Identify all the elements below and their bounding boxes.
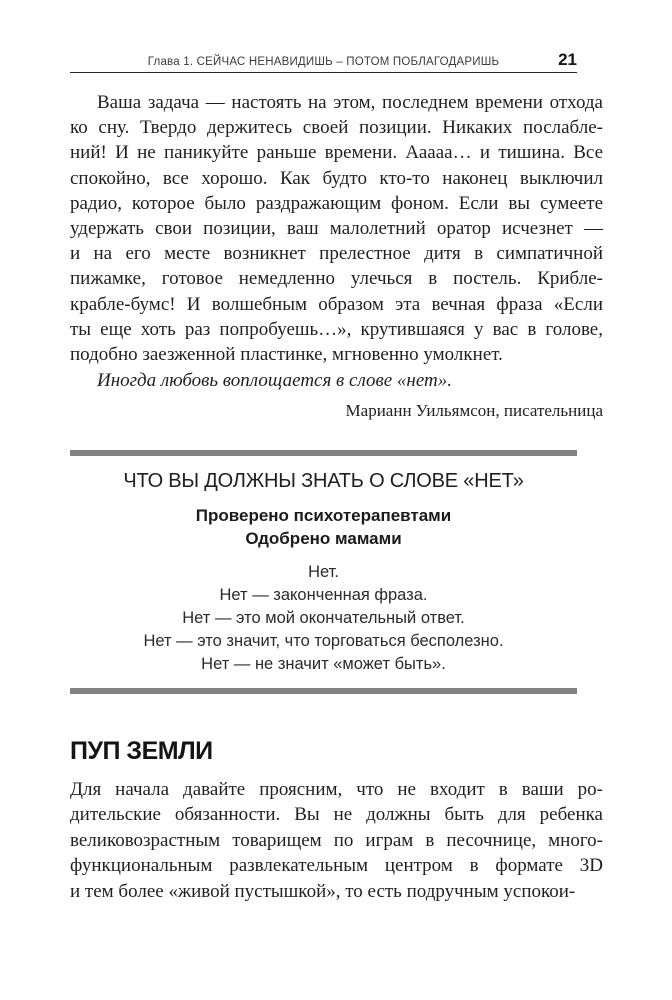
header-rule [70, 72, 577, 73]
text-line: ко сну. Твердо держитесь своей позиции. Никаких послабле- [70, 117, 603, 139]
callout-list [70, 561, 577, 676]
callout-subtitle-2: Одобрено мамами [245, 529, 402, 548]
text-line: ты еще хоть раз попробуешь…», крутившаяся у вас в голове, [70, 318, 603, 340]
divider-bar-top [70, 450, 577, 456]
text-line: и на его месте возникнет прелестное дитя в симпатичной [70, 243, 603, 265]
callout-subtitle-1: Проверено психотерапевтами [195, 506, 452, 525]
section-heading: ПУП ЗЕМЛИ [70, 737, 213, 765]
text-line: великовозрастным товарищем по играм в песочнице, много- [70, 829, 603, 851]
text-line: подобно заезженной пластинке, мгновенно умолкнет. [70, 344, 503, 366]
text-line: радио, которое было раздражающим фоном. Если вы сумеете [70, 192, 603, 214]
chapter-running-title: Глава 1. СЕЙЧАС НЕНАВИДИШЬ – ПОТОМ ПОБЛАГОДАРИШЬ [147, 56, 500, 68]
callout-list-item: Нет — не значит «может быть». [201, 655, 446, 673]
body-paragraph-2 [70, 777, 603, 904]
text-line: функциональным развлекательным центром в формате 3D [70, 855, 603, 877]
callout-list-item: Нет — это значит, что торговаться бесполезно. [143, 632, 504, 650]
callout-list-item: Нет. [308, 563, 339, 581]
divider-bar-bottom [70, 688, 577, 694]
running-header [70, 50, 577, 72]
text-line: дительские обязанности. Вы не должны быть для ребенка [70, 804, 603, 826]
callout-list-item: Нет — законченная фраза. [219, 586, 428, 604]
body-paragraph-1 [70, 90, 603, 367]
text-line: пижамке, готовое немедленно улечься в постель. Крибле- [70, 268, 603, 290]
epigraph-quote: Иногда любовь воплощается в слове «нет». [97, 370, 453, 391]
text-line: удержать свои позиции, ваш малолетний оратор исчезнет — [70, 218, 603, 240]
text-line: Для начала давайте проясним, что не входит в ваши ро- [70, 779, 603, 800]
text-line: ний! И не паникуйте раньше времени. Ааааа… и тишина. Все [70, 142, 603, 164]
text-line: Ваша задача — настоять на этом, последнем времени отхода [97, 92, 603, 113]
callout-title: ЧТО ВЫ ДОЛЖНЫ ЗНАТЬ О СЛОВЕ «НЕТ» [123, 470, 524, 492]
text-line: крабле-бумс! И волшебным образом эта вечная фраза «Если [70, 293, 603, 315]
epigraph-attribution: Марианн Уильямсон, писательница [345, 401, 603, 420]
page-number: 21 [558, 50, 577, 69]
text-line: и тем более «живой пустышкой», то есть подручным успокои- [70, 880, 576, 902]
callout-list-item: Нет — это мой окончательный ответ. [182, 609, 465, 627]
text-line: спокойно, все хорошо. Как будто кто-то наконец выключил [70, 167, 603, 189]
